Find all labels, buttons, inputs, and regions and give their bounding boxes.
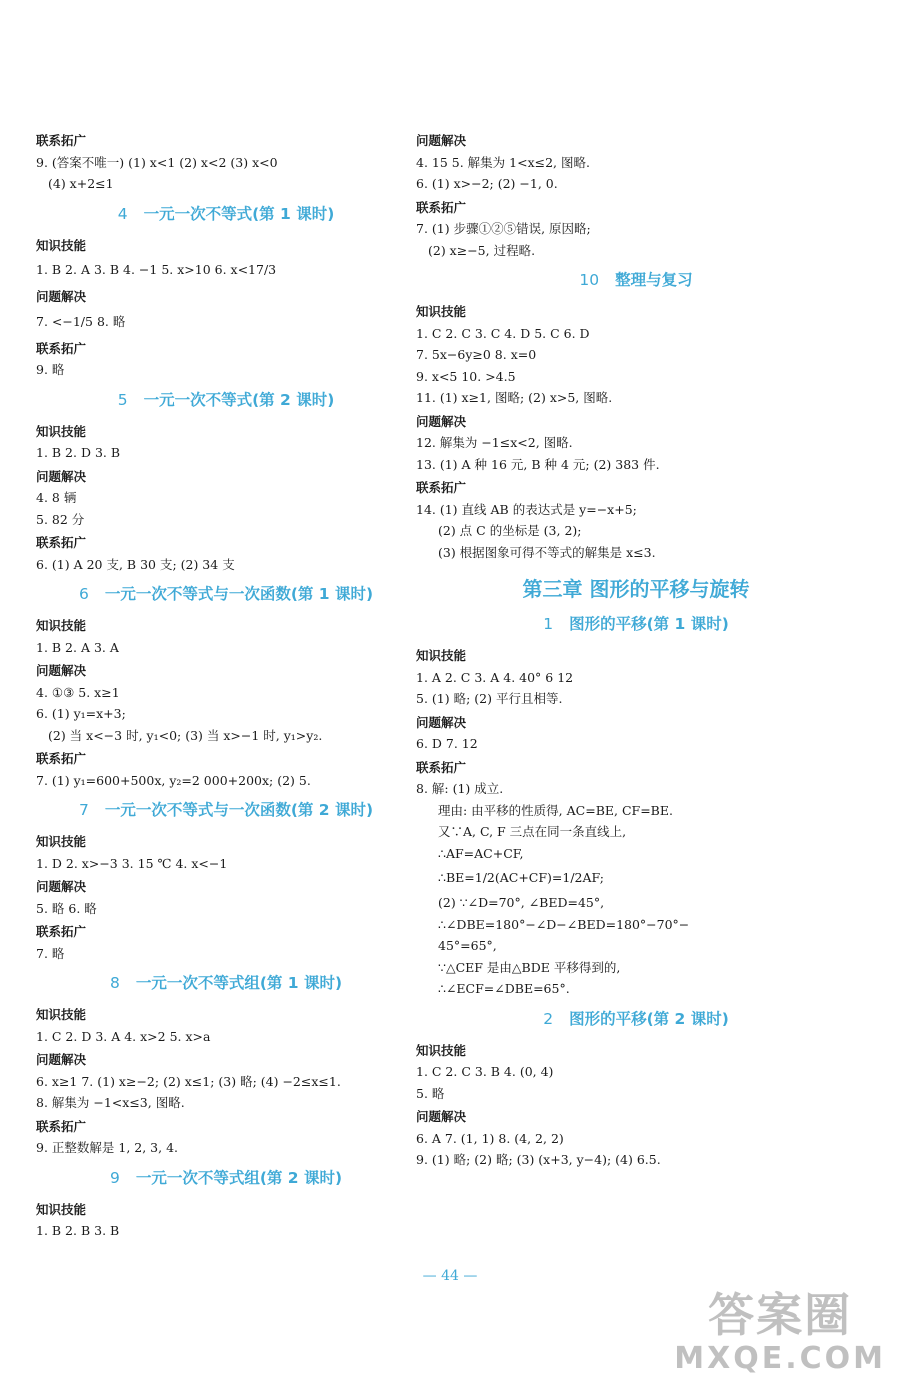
section-label: 联系拓广 [416,199,467,215]
lesson-title: 一元一次不等式与一次函数(第 1 课时) [104,585,374,603]
lesson-heading [36,970,416,996]
answer-line: 6. D 7. 12 [416,736,478,751]
watermark-bottom: MXQE.COM [674,1341,886,1376]
lesson-title: 一元一次不等式组(第 1 课时) [135,974,343,992]
answer-line: 5. 略 [416,1085,445,1101]
lesson-number: 5 [117,390,128,409]
section-label: 问题解决 [36,879,87,894]
section-label: 知识技能 [416,304,467,319]
answer-line: 9. 正整数解是 1, 2, 3, 4. [36,1140,178,1155]
lesson-heading [416,267,856,293]
page-number: — 44 — [422,1268,478,1284]
answer-line: 9. (1) 略; (2) 略; (3) (x+3, y−4); (4) 6.5. [416,1152,661,1167]
answer-line: 1. A 2. C 3. A 4. 40° 6 12 [416,669,574,685]
right-column [416,128,856,1171]
section-label: 知识技能 [36,1007,87,1022]
answer-line: ∴∠ECF=∠DBE=65°. [438,981,570,996]
lesson-heading [36,201,416,227]
answer-line: 4. 15 5. 解集为 1<x≤2, 图略. [416,154,590,170]
section-label: 问题解决 [36,468,87,484]
section-label: 问题解决 [36,289,87,304]
lesson-heading [36,387,416,413]
lesson-heading [416,611,856,637]
answer-line: 理由: 由平移的性质得, AC=BE, CF=BE. [438,802,673,818]
answer-line: 7. (1) y₁=600+500x, y₂=2 000+200x; (2) 5. [36,772,311,788]
lesson-title: 图形的平移(第 1 课时) [569,615,729,633]
section-label: 联系拓广 [36,133,87,148]
answer-line: 6. x≥1 7. (1) x≥−2; (2) x≤1; (3) 略; (4) −2≤x≤1. [36,1073,341,1089]
answer-line: 1. D 2. x>−3 3. 15 ℃ 4. x<−1 [36,855,228,871]
section-label: 知识技能 [416,1042,467,1058]
answer-line: 1. C 2. C 3. C 4. D 5. C 6. D [416,325,590,341]
lesson-number: 10 [579,271,600,289]
section-label: 知识技能 [416,648,467,663]
answer-line: 7. (1) 步骤①②⑤错误, 原因略; [416,221,591,236]
answer-line: 7. 5x−6y≥0 8. x=0 [416,347,537,362]
answer-line: 8. 解集为 −1<x≤3, 图略. [36,1095,185,1110]
lesson-title: 一元一次不等式(第 1 课时) [143,204,335,223]
answer-line: ∵△CEF 是由△BDE 平移得到的, [438,959,621,975]
lesson-number: 2 [543,1009,554,1028]
lesson-heading [36,581,416,607]
answer-line: 1. B 2. D 3. B [36,445,121,460]
answer-line: 1. B 2. A 3. A [36,639,119,655]
section-label: 问题解决 [416,133,467,148]
answer-line: 13. (1) A 种 16 元, B 种 4 元; (2) 383 件. [416,456,660,472]
answer-line: (2) ∵∠D=70°, ∠BED=45°, [438,895,605,910]
lesson-number: 6 [78,585,89,603]
section-label: 问题解决 [416,413,467,429]
watermark-logo [674,1288,886,1376]
section-label: 问题解决 [416,714,467,730]
section-label: 问题解决 [36,1052,87,1067]
lesson-number: 7 [78,801,89,819]
section-label: 联系拓广 [416,480,467,495]
answer-line: (3) 根据图象可得不等式的解集是 x≤3. [438,544,656,560]
answer-line: ∴BE=1/2(AC+CF)=1/2AF; [438,870,604,885]
answer-line: 12. 解集为 −1≤x<2, 图略. [416,435,573,450]
answer-line: 5. 略 6. 略 [36,900,97,916]
section-label: 联系拓广 [36,535,87,550]
section-label: 联系拓广 [36,340,87,356]
answer-line: 6. A 7. (1, 1) 8. (4, 2, 2) [416,1130,564,1146]
answer-line: (2) x≥−5, 过程略. [428,242,536,258]
section-label: 问题解决 [416,1109,467,1124]
lesson-number: 4 [117,204,128,223]
answer-line: ∴∠DBE=180°−∠D−∠BED=180°−70°− [438,916,690,932]
answer-line: 11. (1) x≥1, 图略; (2) x>5, 图略. [416,390,613,405]
answer-line: 45°=65°, [438,938,497,953]
lesson-title: 一元一次不等式组(第 2 课时) [135,1168,343,1187]
answer-line: 7. 略 [36,945,65,961]
answer-line: ∴AF=AC+CF, [438,845,524,861]
answer-line: 6. (1) y₁=x+3; [36,706,126,721]
answer-line: 8. 解: (1) 成立. [416,781,504,796]
lesson-title: 整理与复习 [615,271,693,289]
answer-line: 9. (答案不唯一) (1) x<1 (2) x<2 (3) x<0 [36,154,278,170]
answer-line: (4) x+2≤1 [48,176,114,191]
chapter-title: 第三章 图形的平移与旋转 [522,577,750,601]
lesson-number: 8 [109,974,120,992]
section-label: 知识技能 [36,423,87,439]
answer-line: (2) 当 x<−3 时, y₁<0; (3) 当 x>−1 时, y₁>y₂. [48,727,323,743]
answer-line: 9. x<5 10. >4.5 [416,368,516,384]
answer-line: 7. <−1/5 8. 略 [36,313,126,329]
lesson-number: 1 [543,615,554,633]
answer-line: 4. 8 辆 [36,490,77,505]
answer-line: 1. B 2. B 3. B [36,1223,120,1238]
answer-line: 5. 82 分 [36,511,85,527]
answer-line: 4. ①③ 5. x≥1 [36,684,120,700]
section-label: 知识技能 [36,237,87,253]
section-label: 知识技能 [36,618,87,633]
lesson-title: 图形的平移(第 2 课时) [569,1009,729,1028]
answer-line: 14. (1) 直线 AB 的表达式是 y=−x+5; [416,501,637,517]
lesson-heading [36,797,416,823]
section-label: 联系拓广 [36,1118,87,1134]
lesson-heading [416,1006,856,1032]
answer-line: 9. 略 [36,362,65,377]
answer-line: 5. (1) 略; (2) 平行且相等. [416,691,563,706]
lesson-title: 一元一次不等式与一次函数(第 2 课时) [104,801,374,819]
section-label: 联系拓广 [36,924,87,939]
section-label: 知识技能 [36,1201,87,1217]
answer-line: 1. C 2. D 3. A 4. x>2 5. x>a [36,1028,211,1044]
section-label: 联系拓广 [36,751,87,766]
answer-line: 1. C 2. C 3. B 4. (0, 4) [416,1064,554,1079]
lesson-title: 一元一次不等式(第 2 课时) [143,390,335,409]
watermark-top: 答案圈 [708,1288,853,1342]
answer-line: 6. (1) x>−2; (2) −1, 0. [416,176,558,191]
section-label: 问题解决 [36,663,87,678]
lesson-heading [36,1165,416,1191]
answer-line: 6. (1) A 20 支, B 30 支; (2) 34 支 [36,556,235,572]
left-column [36,128,416,1242]
answer-line: 1. B 2. A 3. B 4. −1 5. x>10 6. x<17/3 [36,262,277,277]
section-label: 联系拓广 [416,759,467,775]
answer-line: 又∵A, C, F 三点在同一条直线上, [438,824,627,839]
section-label: 知识技能 [36,834,87,849]
answer-line: (2) 点 C 的坐标是 (3, 2); [438,523,582,538]
lesson-number: 9 [109,1168,120,1187]
